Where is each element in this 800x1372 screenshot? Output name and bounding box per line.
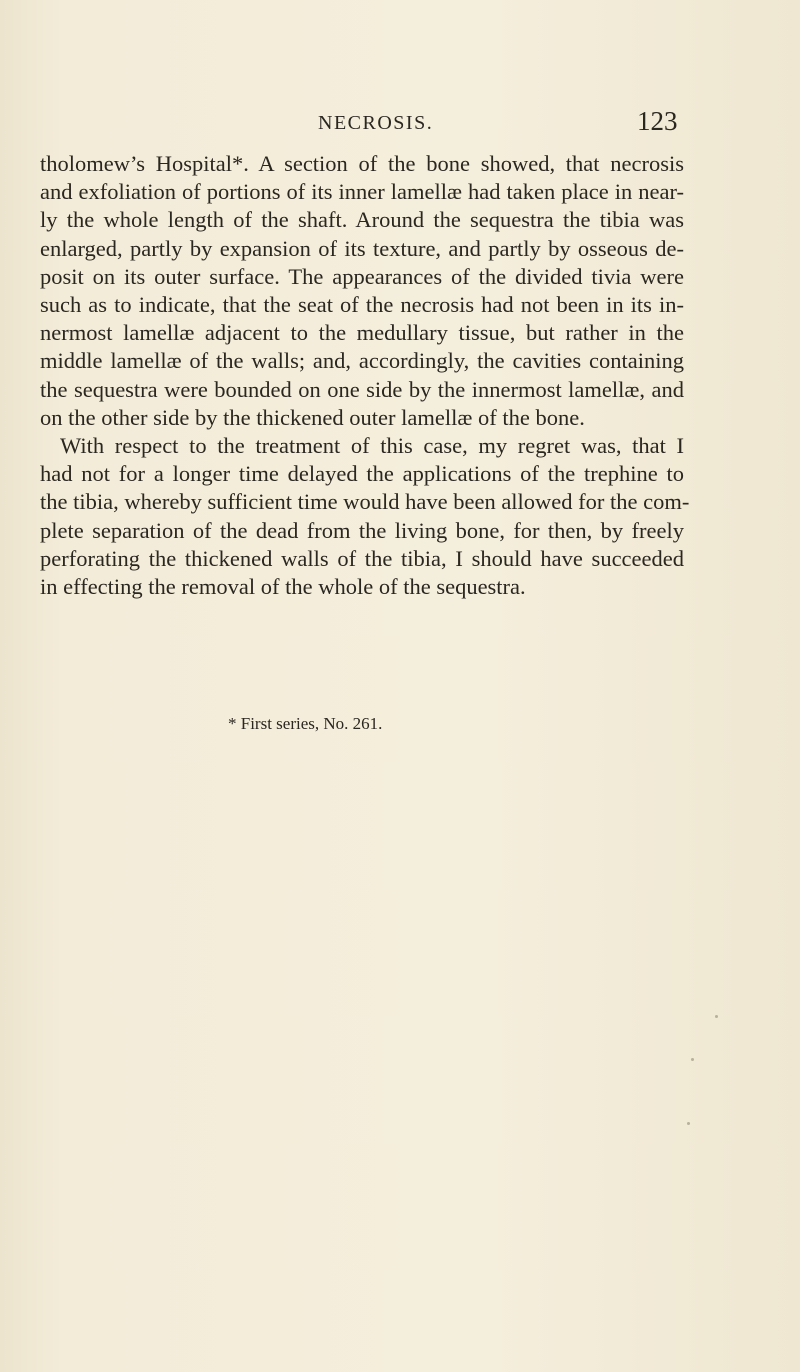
- running-title: NECROSIS.: [318, 112, 434, 134]
- footnote: * First series, No. 261.: [228, 714, 383, 733]
- text-line: perforating the thickened walls of the tibia, I should have succeeded: [40, 545, 684, 571]
- text-line: the sequestra were bounded on one side by the innermost lamellæ, and: [40, 376, 684, 402]
- paper-speck: [715, 1015, 718, 1018]
- paper-speck: [687, 1122, 690, 1125]
- text-line: the tibia, whereby sufficient time would have been allowed for the com-: [40, 489, 690, 515]
- text-line: With respect to the treatment of this case, my regret was, that I: [60, 433, 684, 459]
- text-line: in effecting the removal of the whole of the sequestra.: [40, 574, 526, 600]
- text-line: on the other side by the thickened outer lamellæ of the bone.: [40, 404, 585, 430]
- text-line: ly the whole length of the shaft. Around the sequestra the tibia was: [40, 207, 684, 233]
- text-line: plete separation of the dead from the living bone, for then, by freely: [40, 517, 684, 543]
- text-line: nermost lamellæ adjacent to the medullary tissue, but rather in the: [40, 320, 684, 346]
- text-line: enlarged, partly by expansion of its texture, and partly by osseous de-: [40, 235, 684, 261]
- text-line: and exfoliation of portions of its inner lamellæ had taken place in near-: [40, 179, 684, 205]
- text-line: tholomew’s Hospital*. A section of the bone showed, that necrosis: [40, 151, 684, 176]
- text-line: middle lamellæ of the walls; and, accordingly, the cavities containing: [40, 348, 684, 374]
- text-line: had not for a longer time delayed the applications of the trephine to: [40, 461, 684, 487]
- text-line: posit on its outer surface. The appearances of the divided tivia were: [40, 263, 684, 289]
- text-line: such as to indicate, that the seat of the necrosis had not been in its in-: [40, 292, 684, 318]
- page-number: 123: [637, 106, 678, 136]
- paper-speck: [691, 1058, 694, 1061]
- body-text: [40, 150, 690, 601]
